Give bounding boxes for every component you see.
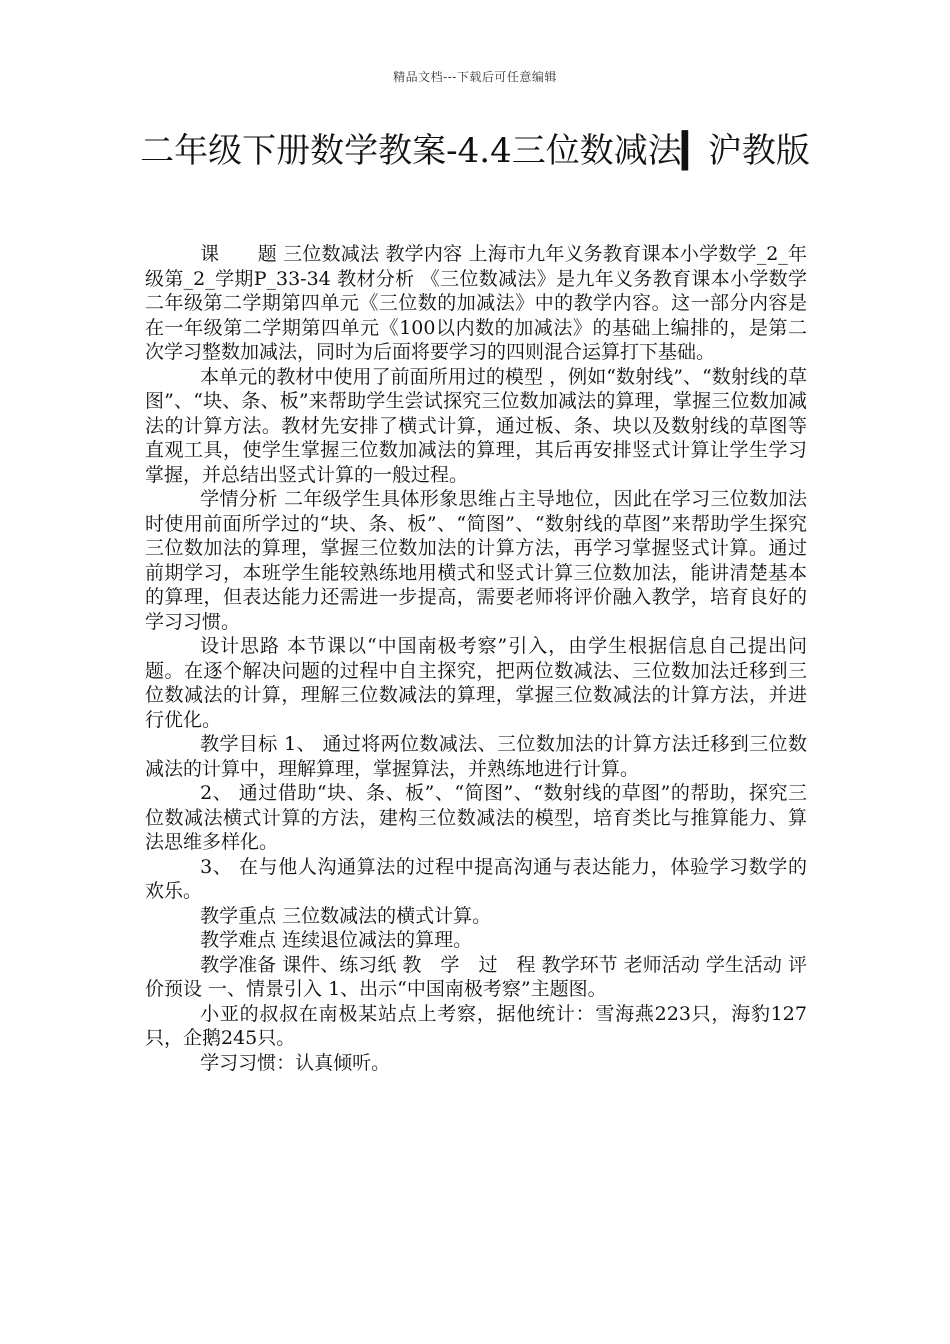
paragraph-unit-materials: 本单元的教材中使用了前面所用过的模型 ，例如“数射线”、“数射线的草图”、“块、条、板”来帮助学生尝试探究三位数加减法的算理，掌握三位数加减法的计算方法。教材先安排了横式计算，通过板、条、块以及数射线的草图等直观工具，使学生掌握三位数加减法的算理，其后再安排竖式计算让学生学习掌握，并总结出竖式计算的一般过程。 [145,365,807,486]
paragraph-habit: 学习习惯：认真倾听。 [200,1051,391,1074]
paragraph-course-info: 课 题 三位数减法 教学内容 上海市九年义务教育课本小学数学_2_年级第_2_学期P_33-34 教材分析 《三位数减法》是九年义务教育课本小学数学二年级第二学期第四单元《三位数的加减法》中的教学内容。这一部分内容是在一年级第二学期第四单元《100以内数的加减法》的基础上编排的，是第二次学习整数加减法，同时为后面将要学习的四则混合运算打下基础。 [145,243,807,363]
paragraph-goal-1: 教学目标 1、 通过将两位数减法、三位数加法的计算方法迁移到三位数减法的计算中，理解算理，掌握算法，并熟练地进行计算。 [145,733,807,780]
paragraph-key-point: 教学重点 三位数减法的横式计算。 [200,904,492,927]
paragraph-goal-3: 3、 在与他人沟通算法的过程中提高沟通与表达能力，体验学习数学的欢乐。 [145,855,807,902]
paragraph-scenario: 小亚的叔叔在南极某站点上考察，据他统计：雪海燕223只，海豹127只，企鹅245只。 [145,1002,807,1049]
paragraph-difficulty: 教学难点 连续退位减法的算理。 [200,929,473,951]
page-header: 精品文档---下载后可任意编辑 [393,70,557,84]
document-title: 二年级下册数学教案-4.4三位数减法▎沪教版 [140,131,810,171]
document-body [145,242,807,1075]
paragraph-goal-2: 2、 通过借助“块、条、板”、“简图”、“数射线的草图”的帮助，探究三位数减法横式计算的方法，建构三位数减法的模型，培育类比与推算能力、算法思维多样化。 [145,782,807,853]
paragraph-student-analysis: 学情分析 二年级学生具体形象思维占主导地位，因此在学习三位数加法时使用前面所学过的“块、条、板”、“简图”、“数射线的草图”来帮助学生探究三位数加法的算理，掌握三位数加法的计算方法，再学习掌握竖式计算。通过前期学习，本班学生能较熟练地用横式和竖式计算三位数加法，能讲清楚基本的算理，但表达能力还需进一步提高，需要老师将评价融入教学，培育良好的学习习惯。 [145,488,807,633]
paragraph-preparation: 教学准备 课件、练习纸 教 学 过 程 教学环节 老师活动 学生活动 评价预设 一、情景引入 1、出示“中国南极考察”主题图。 [145,953,807,1000]
paragraph-design-idea: 设计思路 本节课以“中国南极考察”引入，由学生根据信息自己提出问题。在逐个解决问题的过程中自主探究，把两位数减法、三位数加法迁移到三位数减法的计算，理解三位数减法的算理，掌握三位数减法的计算方法，并进行优化。 [145,635,807,731]
